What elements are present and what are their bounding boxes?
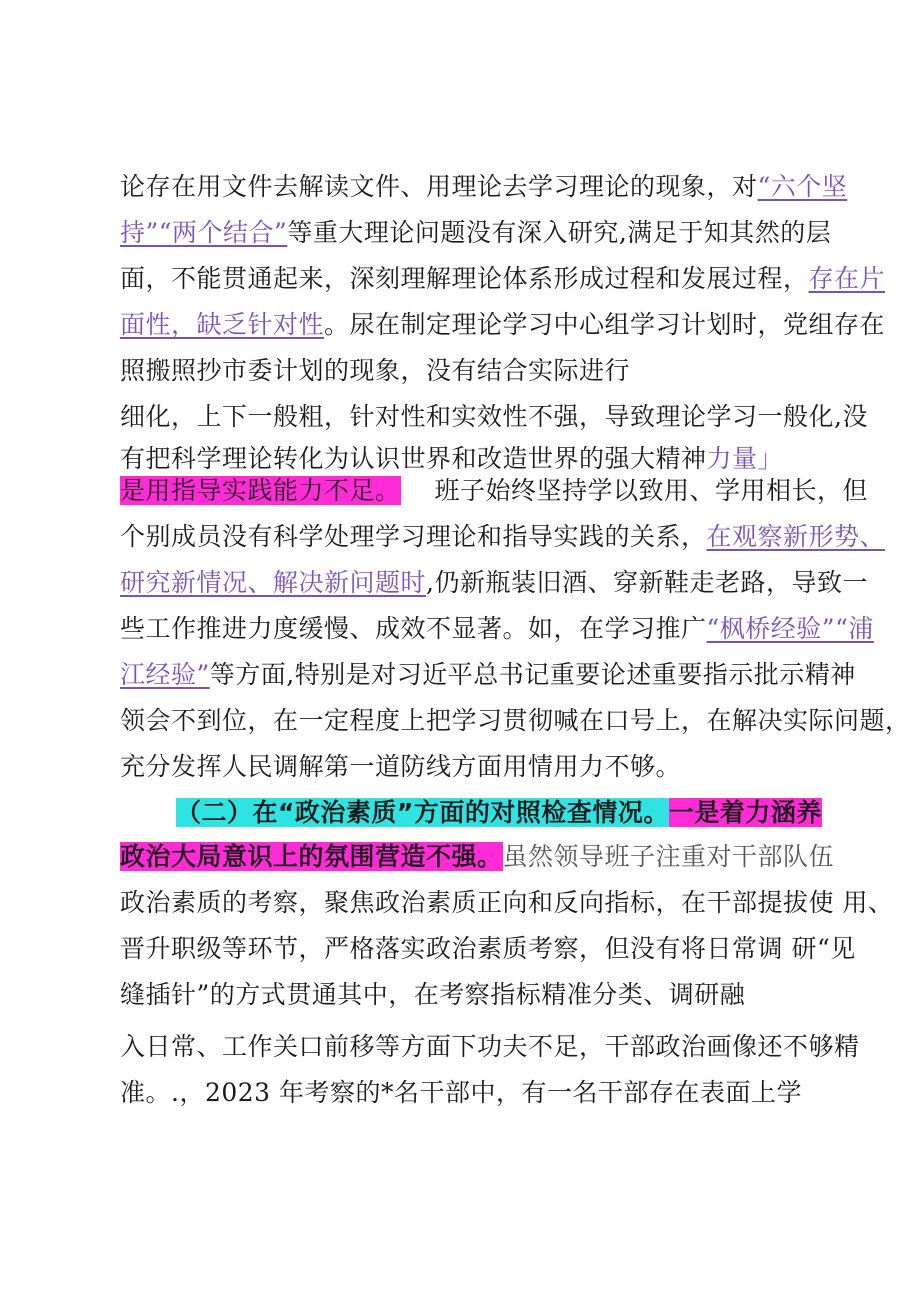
link-text[interactable]: “六个坚 (757, 172, 848, 201)
text-segment: 面，不能贯通起来，深刻理解理论体系形成过程和发展过程， (120, 264, 809, 293)
text-segment: 缝插针”的方式贯通其中，在考察指标精准分类、调研融 (120, 980, 746, 1009)
text-segment: 充分发挥人民调解第一道防线方面用情用力不够。 (120, 752, 682, 781)
text-segment: 领会不到位，在一定程度上把学习贯彻喊在口号上，在解决实际问题， (120, 706, 911, 735)
text-segment: 等重大理论问题没有深入研究,满足于知其然的层 (287, 218, 832, 247)
text-line (120, 932, 856, 966)
text-line (120, 978, 745, 1012)
text-segment: 等方面,特别是对习近平总书记重要论述重要指示批示精神 (209, 660, 856, 689)
text-segment: 细化，上下一般粗，针对性和实效性不强，导致理论学习一般化,没 (120, 402, 868, 431)
text-line (120, 1076, 802, 1110)
link-text[interactable]: 面性，缺乏针对性 (120, 310, 325, 339)
text-segment: 晋升职级等环节，严格落实政治素质考察，但没有将日常调 研“见 (120, 934, 856, 963)
text-line (120, 442, 783, 476)
text-line (120, 262, 885, 296)
text-segment: 。尿在制定理论学习中心组学习计划时，党组存在 (324, 310, 886, 339)
text-line (120, 658, 856, 692)
section-title: （二）在“政治素质”方面的对照检查情况。 (176, 798, 669, 827)
text-line (120, 750, 681, 784)
text-line (120, 1030, 860, 1064)
link-text[interactable]: 力量」 (706, 444, 784, 473)
text-segment: 论存在用文件去解读文件、用理论去学习理论的现象，对 (120, 172, 758, 201)
link-text[interactable]: “枫桥经验”“浦 (706, 614, 874, 643)
text-segment: ,仍新瓶装旧酒、穿新鞋走老路，导致一 (426, 568, 868, 597)
text-segment: 有把科学理论转化为认识世界和改造世界的强大精神 (120, 444, 707, 473)
text-segment: 政治素质的考察，聚焦政治素质正向和反向指标，在干部提拔使 用、 (120, 888, 894, 917)
link-text[interactable]: 在观察新形势、 (706, 522, 886, 551)
link-text[interactable]: 江经验” (120, 660, 210, 689)
text-line (120, 400, 868, 434)
link-text[interactable]: 研究新情况、解决新问题时 (120, 568, 427, 597)
text-segment: 虽然领导班子注重对干部队伍 (502, 842, 835, 871)
text-segment: 班子始终坚持学以致用、学用相长，但 (434, 476, 869, 505)
text-segment: 照搬照抄市委计划的现象，没有结合实际进行 (120, 356, 631, 385)
text-line (120, 840, 834, 874)
text-line (120, 474, 868, 508)
highlighted-subheading: 政治大局意识上的氛围营造不强。 (120, 842, 503, 871)
highlighted-heading: 是用指导实践能力不足。 (120, 476, 401, 505)
text-line (176, 796, 822, 830)
text-segment: 准。.，2023 年考察的*名干部中，有一名干部存在表面上学 (120, 1078, 803, 1107)
highlighted-subheading: 一是着力涵养 (668, 798, 822, 827)
text-line (120, 704, 911, 738)
text-segment: 个别成员没有科学处理学习理论和指导实践的关系， (120, 522, 707, 551)
text-line (120, 308, 885, 342)
text-line (120, 612, 874, 646)
text-line (120, 886, 893, 920)
text-line (120, 520, 885, 554)
link-text[interactable]: 持”“两个结合” (120, 218, 288, 247)
text-line (120, 216, 831, 250)
text-line (120, 170, 847, 204)
text-segment: 入日常、工作关口前移等方面下功夫不足，干部政治画像还不够精 (120, 1032, 860, 1061)
text-line (120, 566, 868, 600)
text-line (120, 354, 630, 388)
link-text[interactable]: 存在片 (808, 264, 886, 293)
text-segment: 些工作推进力度缓慢、成效不显著。如，在学习推广 (120, 614, 707, 643)
